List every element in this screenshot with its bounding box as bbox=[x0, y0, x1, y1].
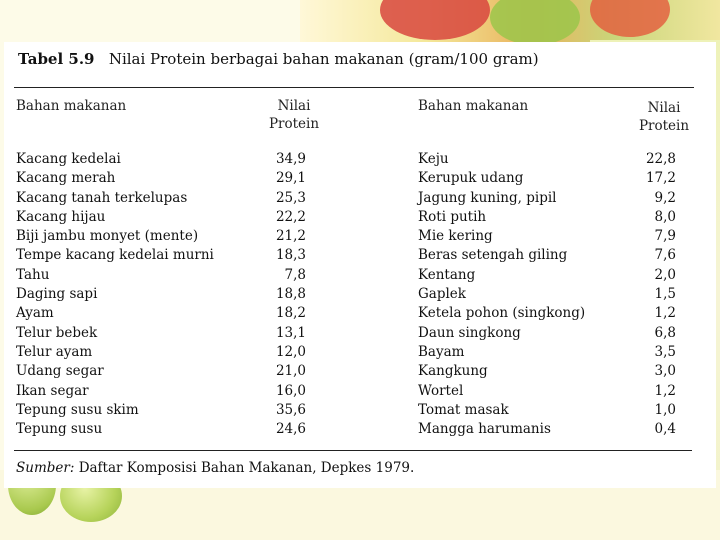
table-row: Kacang merah bbox=[16, 170, 116, 187]
table-row: Ketela pohon (singkong) bbox=[418, 305, 586, 322]
table-row: Tempe kacang kedelai murni bbox=[16, 247, 214, 264]
table-cell-value: 12,0 bbox=[275, 343, 306, 360]
table-row: Mie kering bbox=[418, 228, 493, 245]
table-cell-value: 34,9 bbox=[275, 151, 306, 167]
table-row: Bayam bbox=[418, 343, 465, 360]
table-cell-value: 17,2 bbox=[645, 170, 676, 187]
table-row: Kentang bbox=[418, 266, 476, 283]
table-row: Beras setengah giling bbox=[418, 247, 568, 264]
table-row: Tomat masak bbox=[418, 401, 509, 418]
table-cell-value: 16,0 bbox=[275, 382, 306, 399]
table-cell-value: 22,2 bbox=[275, 208, 306, 225]
table-cell-value: 3,0 bbox=[654, 363, 676, 380]
table-cell-value: 18,8 bbox=[275, 286, 306, 303]
table-row: Wortel bbox=[418, 382, 464, 399]
source-text: Daftar Komposisi Bahan Makanan, Depkes 1979. bbox=[78, 460, 415, 476]
table-cell-value: 22,8 bbox=[645, 151, 676, 167]
table-cell-value: 1,5 bbox=[654, 286, 676, 303]
header-right-value bbox=[624, 99, 704, 135]
table-row: Daun singkong bbox=[418, 324, 521, 341]
table-cell-value: 6,8 bbox=[654, 324, 676, 341]
table-cell-value: 7,6 bbox=[654, 247, 676, 264]
table-row: Keju bbox=[418, 151, 449, 167]
right-food-column bbox=[418, 150, 585, 439]
header-right-value-line1: Nilai bbox=[647, 100, 681, 116]
table-row: Tepung susu skim bbox=[16, 401, 139, 418]
header-left-food: Bahan makanan bbox=[16, 98, 127, 114]
table-cell-value: 35,6 bbox=[275, 401, 306, 418]
table-cell-value: 7,9 bbox=[654, 228, 676, 245]
table-row: Mangga harumanis bbox=[418, 421, 551, 438]
table-cell-value: 21,2 bbox=[275, 228, 306, 245]
table-cell-value: 21,0 bbox=[275, 363, 306, 380]
table-row: Biji jambu monyet (mente) bbox=[16, 228, 199, 245]
table-row: Ayam bbox=[16, 305, 54, 322]
table-cell-value: 7,8 bbox=[284, 266, 306, 283]
fruit-decoration bbox=[590, 0, 670, 37]
bottom-rule bbox=[14, 450, 692, 451]
table-cell-value: 0,4 bbox=[654, 421, 676, 438]
header-right-value-line2: Protein bbox=[638, 118, 690, 134]
table-row: Roti putih bbox=[418, 208, 487, 225]
table-cell-value: 2,0 bbox=[654, 266, 676, 283]
table-cell-value: 1,2 bbox=[654, 305, 676, 322]
table-row: Ikan segar bbox=[16, 382, 89, 399]
table-row: Tahu bbox=[16, 266, 50, 283]
table-row: Kacang hijau bbox=[16, 208, 106, 225]
header-right-food: Bahan makanan bbox=[418, 98, 529, 114]
source-label: Sumber: bbox=[16, 460, 75, 476]
header-left-value-line1: Nilai bbox=[277, 98, 311, 114]
top-rule bbox=[14, 87, 694, 88]
table-cell-value: 18,3 bbox=[275, 247, 306, 264]
table-title-text: Nilai Protein berbagai bahan makanan (gram/100 gram) bbox=[108, 50, 539, 68]
left-value-column bbox=[264, 150, 306, 439]
table-cell-value: 1,0 bbox=[654, 401, 676, 418]
scanned-table-page bbox=[4, 42, 716, 488]
fruit-decoration bbox=[380, 0, 490, 40]
table-cell-value: 18,2 bbox=[275, 305, 306, 322]
header-left-value bbox=[254, 97, 334, 133]
table-row: Jagung kuning, pipil bbox=[418, 189, 557, 206]
table-cell-value: 9,2 bbox=[654, 189, 676, 206]
table-cell-value: 3,5 bbox=[654, 343, 676, 360]
table-row: Tepung susu bbox=[16, 421, 103, 438]
fruit-decoration bbox=[490, 0, 580, 45]
table-cell-value: 1,2 bbox=[654, 382, 676, 399]
table-row: Kacang kedelai bbox=[16, 151, 121, 167]
right-value-column bbox=[634, 150, 676, 439]
table-label: Tabel 5.9 bbox=[18, 50, 95, 68]
table-row: Daging sapi bbox=[16, 286, 98, 303]
table-row: Telur bebek bbox=[16, 324, 98, 341]
table-cell-value: 24,6 bbox=[275, 421, 306, 438]
table-cell-value: 25,3 bbox=[275, 189, 306, 206]
table-title bbox=[18, 50, 539, 68]
table-row: Telur ayam bbox=[16, 343, 93, 360]
table-cell-value: 29,1 bbox=[275, 170, 306, 187]
table-row: Kerupuk udang bbox=[418, 170, 524, 187]
table-cell-value: 13,1 bbox=[275, 324, 306, 341]
left-food-column bbox=[16, 150, 214, 439]
table-row: Kacang tanah terkelupas bbox=[16, 189, 188, 206]
table-row: Udang segar bbox=[16, 363, 104, 380]
table-row: Gaplek bbox=[418, 286, 466, 303]
table-row: Kangkung bbox=[418, 363, 488, 380]
source-footnote bbox=[16, 460, 414, 476]
header-left-value-line2: Protein bbox=[268, 116, 320, 132]
table-cell-value: 8,0 bbox=[654, 208, 676, 225]
